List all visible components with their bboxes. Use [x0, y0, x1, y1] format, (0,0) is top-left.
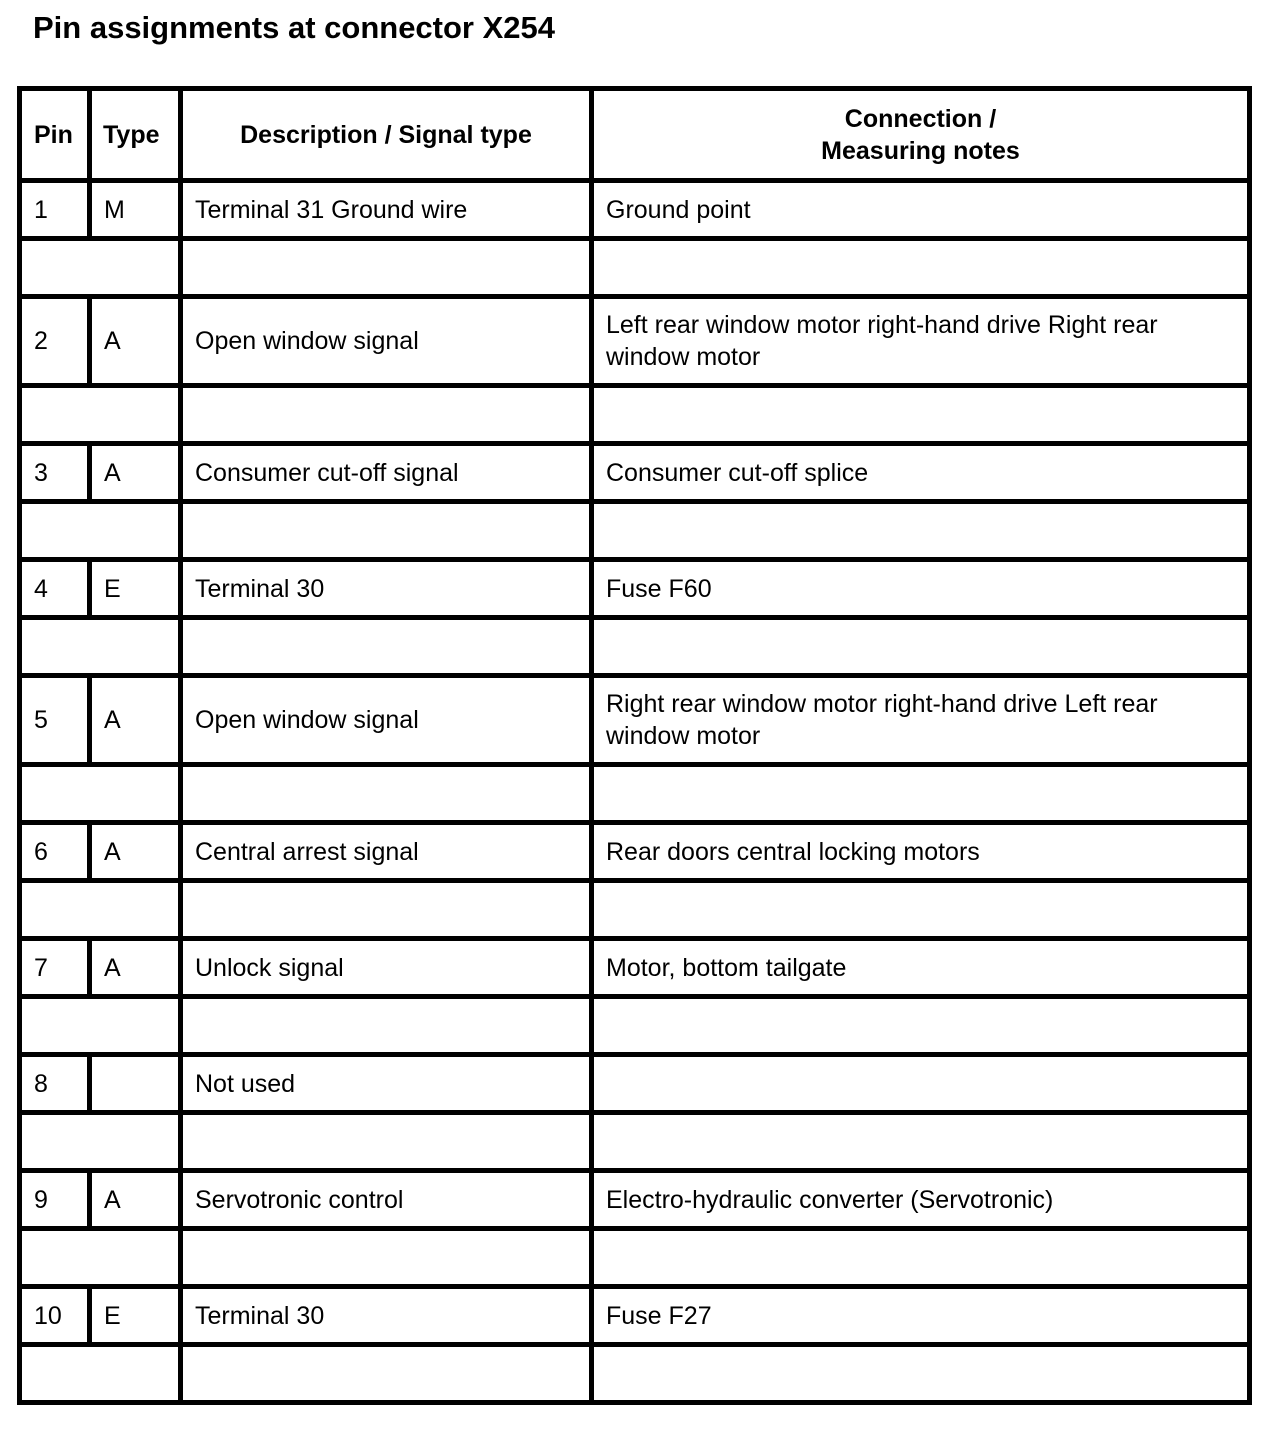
connection-cell: Fuse F60	[592, 560, 1250, 618]
table-row	[20, 823, 1250, 881]
type-cell: E	[90, 1287, 181, 1345]
description-cell: Open window signal	[181, 676, 592, 765]
table-row	[20, 444, 1250, 502]
description-cell: Consumer cut-off signal	[181, 444, 592, 502]
spacer-row	[20, 997, 1250, 1055]
header-description: Description / Signal type	[181, 89, 592, 181]
table-row	[20, 1171, 1250, 1229]
table-row	[20, 560, 1250, 618]
connection-cell: Motor, bottom tailgate	[592, 939, 1250, 997]
connection-cell: Ground point	[592, 181, 1250, 239]
pin-cell: 10	[20, 1287, 90, 1345]
connection-cell: Left rear window motor right-hand drive Right rear window motor	[592, 297, 1250, 386]
connection-cell: Rear doors central locking motors	[592, 823, 1250, 881]
pin-cell: 5	[20, 676, 90, 765]
spacer-row	[20, 239, 1250, 297]
spacer-row	[20, 1113, 1250, 1171]
pin-cell: 8	[20, 1055, 90, 1113]
description-cell: Not used	[181, 1055, 592, 1113]
type-cell: A	[90, 297, 181, 386]
header-connection-line1: Connection /	[844, 104, 997, 133]
description-cell: Terminal 31 Ground wire	[181, 181, 592, 239]
table-row	[20, 1055, 1250, 1113]
connection-cell: Consumer cut-off splice	[592, 444, 1250, 502]
pin-cell: 1	[20, 181, 90, 239]
pin-cell: 9	[20, 1171, 90, 1229]
description-cell: Terminal 30	[181, 560, 592, 618]
page-title: Pin assignments at connector X254	[33, 10, 556, 45]
type-cell: M	[90, 181, 181, 239]
spacer-row	[20, 765, 1250, 823]
pin-cell: 7	[20, 939, 90, 997]
spacer-row	[20, 1345, 1250, 1403]
connection-cell: Right rear window motor right-hand drive Left rear window motor	[592, 676, 1250, 765]
type-cell: A	[90, 1171, 181, 1229]
type-cell: A	[90, 939, 181, 997]
table-row	[20, 676, 1250, 765]
type-cell: A	[90, 444, 181, 502]
description-cell: Servotronic control	[181, 1171, 592, 1229]
table-row	[20, 1287, 1250, 1345]
spacer-row	[20, 1229, 1250, 1287]
description-cell: Terminal 30	[181, 1287, 592, 1345]
connection-cell	[592, 1055, 1250, 1113]
description-cell: Central arrest signal	[181, 823, 592, 881]
table-row	[20, 297, 1250, 386]
header-connection	[592, 89, 1250, 181]
pin-cell: 2	[20, 297, 90, 386]
connection-cell: Electro-hydraulic converter (Servotronic)	[592, 1171, 1250, 1229]
header-type: Type	[90, 89, 181, 181]
type-cell	[90, 1055, 181, 1113]
spacer-row	[20, 618, 1250, 676]
pin-assignment-table	[17, 86, 1252, 1405]
table-row	[20, 181, 1250, 239]
pin-cell: 3	[20, 444, 90, 502]
type-cell: A	[90, 823, 181, 881]
description-cell: Open window signal	[181, 297, 592, 386]
pin-cell: 6	[20, 823, 90, 881]
spacer-row	[20, 502, 1250, 560]
connection-cell: Fuse F27	[592, 1287, 1250, 1345]
table-header-row	[20, 89, 1250, 181]
header-connection-line2: Measuring notes	[821, 136, 1020, 165]
type-cell: E	[90, 560, 181, 618]
description-cell: Unlock signal	[181, 939, 592, 997]
pin-cell: 4	[20, 560, 90, 618]
table-row	[20, 939, 1250, 997]
spacer-row	[20, 386, 1250, 444]
header-pin: Pin	[20, 89, 90, 181]
type-cell: A	[90, 676, 181, 765]
spacer-row	[20, 881, 1250, 939]
